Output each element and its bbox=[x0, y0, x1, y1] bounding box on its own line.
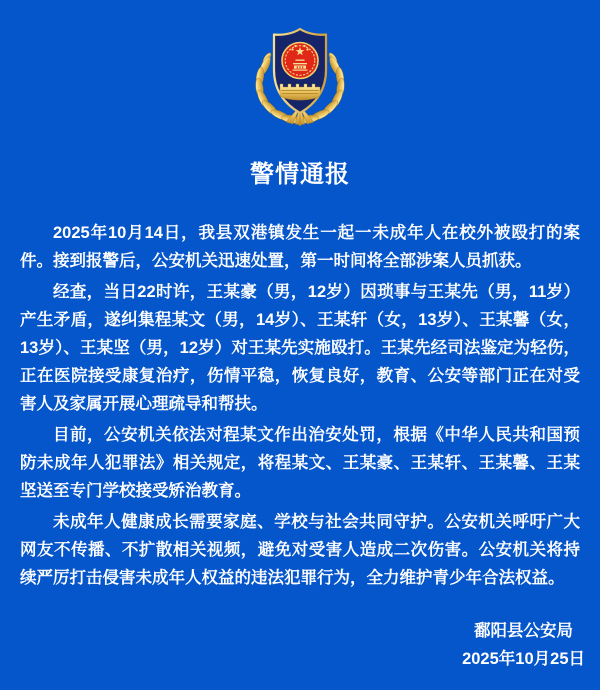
notice-paragraph: 目前，公安机关依法对程某文作出治安处罚，根据《中华人民共和国预防未成年人犯罪法》相关规定，将程某文、王某豪、王某轩、王某馨、王某坚送至专门学校接受矫治教育。 bbox=[20, 426, 580, 500]
national-emblem bbox=[282, 43, 318, 79]
signature-date: 2025年10月25日 bbox=[462, 650, 585, 668]
notice-body bbox=[20, 219, 580, 592]
signature-block bbox=[462, 617, 585, 673]
notice-paragraph: 经查，当日22时许，王某豪（男，12岁）因琐事与王某先（男，11岁）产生矛盾，遂纠集程某文（男，14岁）、王某轩（女，13岁）、王某馨（女，13岁）、王某坚（男，12岁）对王某先实施殴打。王某先经司法鉴定为轻伤，正在医院接受康复治疗，伤情平稳，恢复良好，教育、公安等部门正在对受害人及家属开展心理疏导和帮扶。 bbox=[20, 283, 580, 413]
notice-paragraph: 2025年10月14日，我县双港镇发生一起一未成年人在校外被殴打的案件。接到报警后，公安机关迅速处置，第一时间将全部涉案人员抓获。 bbox=[20, 224, 580, 270]
page-title: 警情通报 bbox=[250, 161, 350, 188]
police-badge-icon bbox=[250, 22, 350, 126]
notice-paragraph: 未成年人健康成长需要家庭、学校与社会共同守护。公安机关呼吁广大网友不传播、不扩散相关视频，避免对受害人造成二次伤害。公安机关将持续严厉打击侵害未成年人权益的违法犯罪行为，全力维护青少年合法权益。 bbox=[20, 513, 580, 587]
signature-issuer: 鄱阳县公安局 bbox=[474, 622, 574, 640]
